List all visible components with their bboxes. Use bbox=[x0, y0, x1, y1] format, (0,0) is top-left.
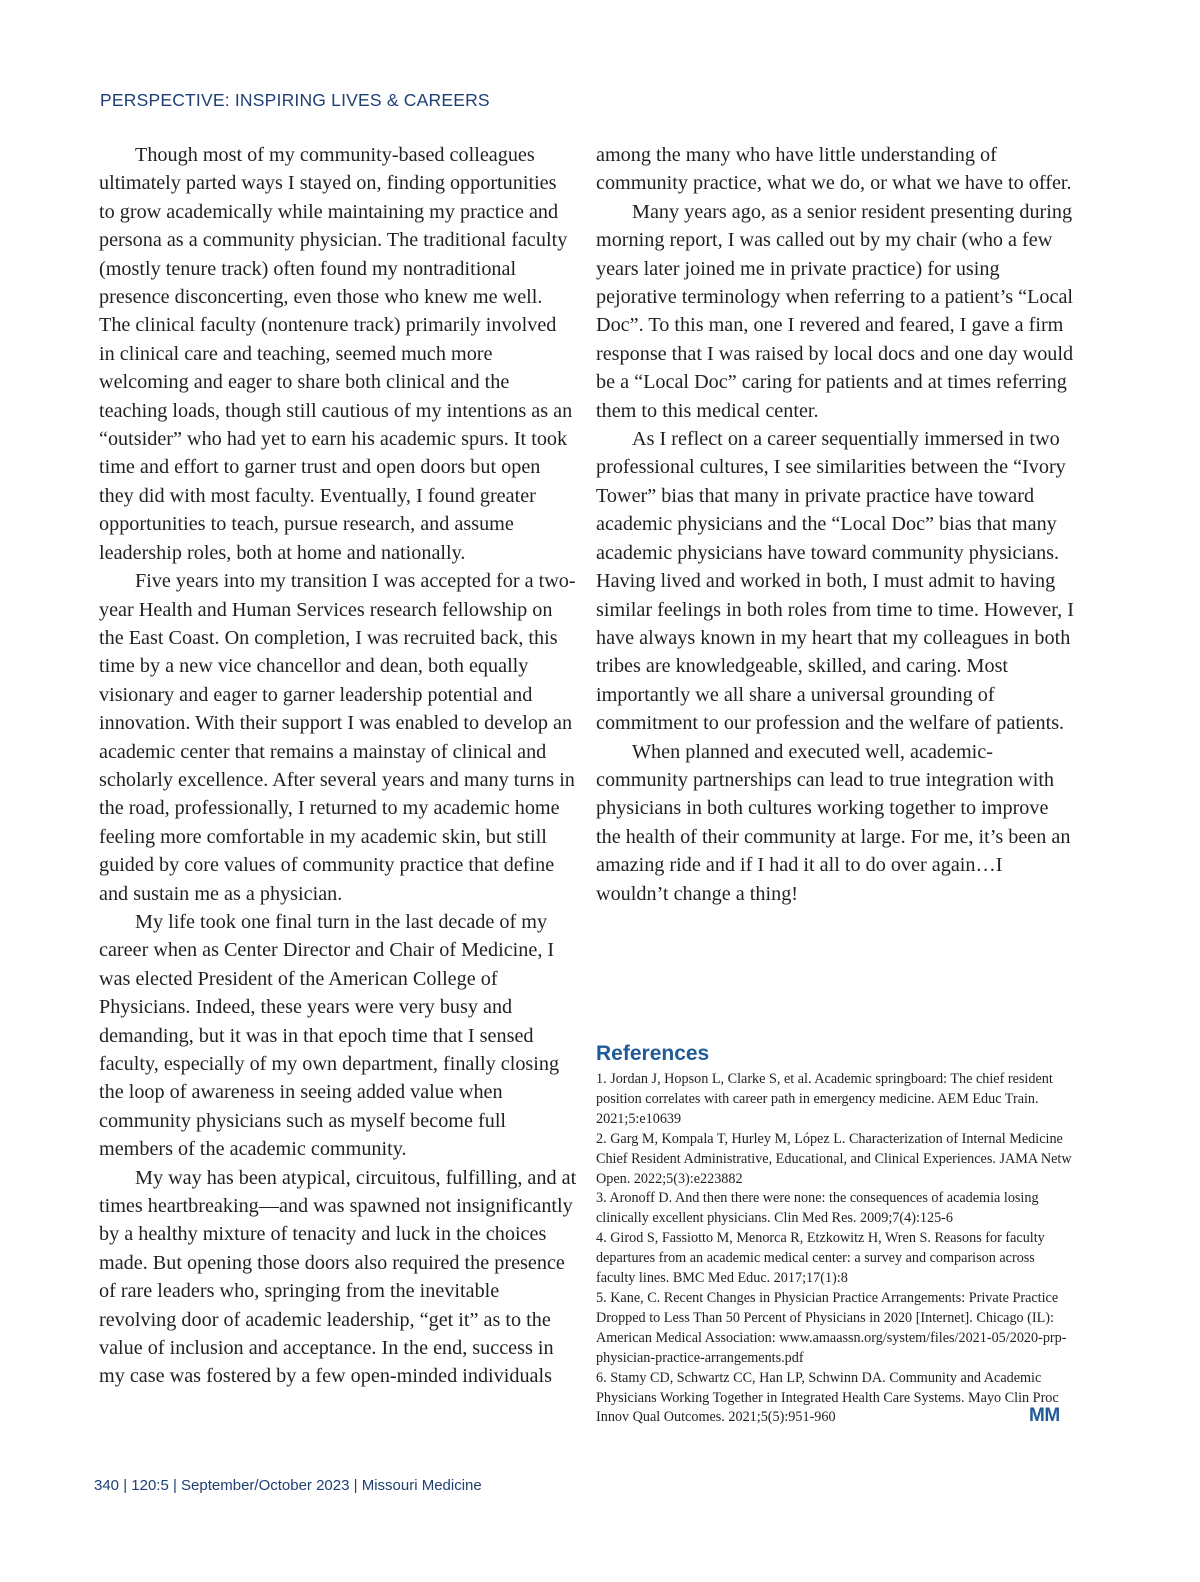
body-paragraph: Though most of my community-based colleagues ultimately parted ways I stayed on, finding opportunities to grow academically while maintaining my practice and persona as a community physician. The traditional faculty (mostly tenure track) often found my nontraditional presence disconcerting, even those who knew me well. The clinical faculty (nontenure track) primarily involved in clinical care and teaching, seemed much more welcoming and eager to share both clinical and the teaching loads, though still cautious of my intentions as an “outsider” who had yet to earn his academic spurs. It took time and effort to garner trust and open doors but open they did with most faculty. Eventually, I found greater opportunities to teach, pursue research, and assume leadership roles, both at home and nationally. bbox=[99, 144, 573, 564]
right-column bbox=[596, 141, 1074, 908]
body-paragraph-continued: among the many who have little understanding of community practice, what we do, or what we have to offer. bbox=[596, 144, 1072, 195]
body-paragraph: When planned and executed well, academic-community partnerships can lead to true integration with physicians in both cultures working together to improve the health of their community at large. For me, it’s been an amazing ride and if I had it all to do over again…I wouldn’t change a thing! bbox=[596, 740, 1071, 905]
reference-item: 3. Aronoff D. And then there were none: the consequences of academia losing clinically excellent physicians. Clin Med Res. 2009;7(4):125-6 bbox=[596, 1190, 1039, 1227]
reference-item: 1. Jordan J, Hopson L, Clarke S, et al. Academic springboard: The chief resident position correlates with career path in emergency medicine. AEM Educ Train. 2021;5:e10639 bbox=[596, 1071, 1053, 1127]
reference-item: 6. Stamy CD, Schwartz CC, Han LP, Schwinn DA. Community and Academic Physicians Working Together in Integrated Health Care Systems. Mayo Clin Proc Innov Qual Outcomes. 2021;5(5):951-960 bbox=[596, 1369, 1059, 1426]
reference-item: 4. Girod S, Fassiotto M, Menorca R, Etzkowitz H, Wren S. Reasons for faculty departures from an academic medical center: a survey and comparison across faculty lines. BMC Med Educ. 2017;17(1):8 bbox=[596, 1230, 1045, 1287]
body-paragraph: My way has been atypical, circuitous, fulfilling, and at times heartbreaking—and was spawned not insignificantly by a healthy mixture of tenacity and luck in the choices made. But opening those doors also required the presence of rare leaders who, springing from the inevitable revolving door of academic leadership, “get it” as to the value of inclusion and acceptance. In the end, success in my case was fostered by a few open-minded individuals bbox=[99, 1166, 577, 1388]
page-footer: 340 | 120:5 | September/October 2023 | Missouri Medicine bbox=[94, 1477, 482, 1494]
body-paragraph: My life took one final turn in the last decade of my career when as Center Director and Chair of Medicine, I was elected President of the American College of Physicians. Indeed, these years were very busy and demanding, but it was in that epoch time that I sensed faculty, especially of my own department, finally closing the loop of awareness in seeing added value when community physicians such as myself become full members of the academic community. bbox=[99, 910, 560, 1161]
end-mark-logo: MM bbox=[1029, 1405, 1060, 1426]
body-paragraph: As I reflect on a career sequentially immersed in two professional cultures, I see similarities between the “Ivory Tower” bias that many in private practice have toward academic physicians and the “Local Doc” bias that many academic physicians have toward community physicians. Having lived and worked in both, I must admit to having similar feelings in both roles from time to time. However, I have always known in my heart that my colleagues in both tribes are knowledgeable, skilled, and caring. Most importantly we all share a universal grounding of commitment to our profession and the welfare of patients. bbox=[596, 428, 1074, 735]
reference-item: 2. Garg M, Kompala T, Hurley M, López L. Characterization of Internal Medicine Chief Resident Administrative, Educational, and Clinical Experiences. JAMA Netw Open. 2022;5(3):e223882 bbox=[596, 1130, 1072, 1187]
section-label: PERSPECTIVE: INSPIRING LIVES & CAREERS bbox=[100, 90, 490, 110]
body-paragraph: Five years into my transition I was accepted for a two-year Health and Human Services research fellowship on the East Coast. On completion, I was recruited back, this time by a new vice chancellor and dean, both equally visionary and eager to garner leadership potential and innovation. With their support I was enabled to develop an academic center that remains a mainstay of clinical and scholarly excellence. After several years and many turns in the road, professionally, I returned to my academic home feeling more comfortable in my academic skin, but still guided by core values of community practice that define and sustain me as a physician. bbox=[99, 570, 576, 905]
references-heading: References bbox=[596, 1042, 710, 1065]
references-list bbox=[596, 1070, 1072, 1428]
reference-item: 5. Kane, C. Recent Changes in Physician Practice Arrangements: Private Practice Dropped to Less Than 50 Percent of Physicians in 2020 [Internet]. Chicago (IL): American Medical Association: www.amaassn.org/system/files/2021-05/2020-prp-physician-practice-arrangements.pdf bbox=[596, 1289, 1067, 1366]
body-paragraph: Many years ago, as a senior resident presenting during morning report, I was called out by my chair (who a few years later joined me in private practice) for using pejorative terminology when referring to a patient’s “Local Doc”. To this man, one I revered and feared, I gave a firm response that I was raised by local docs and one day would be a “Local Doc” caring for patients and at times referring them to this medical center. bbox=[596, 200, 1074, 422]
left-column bbox=[99, 141, 577, 1391]
